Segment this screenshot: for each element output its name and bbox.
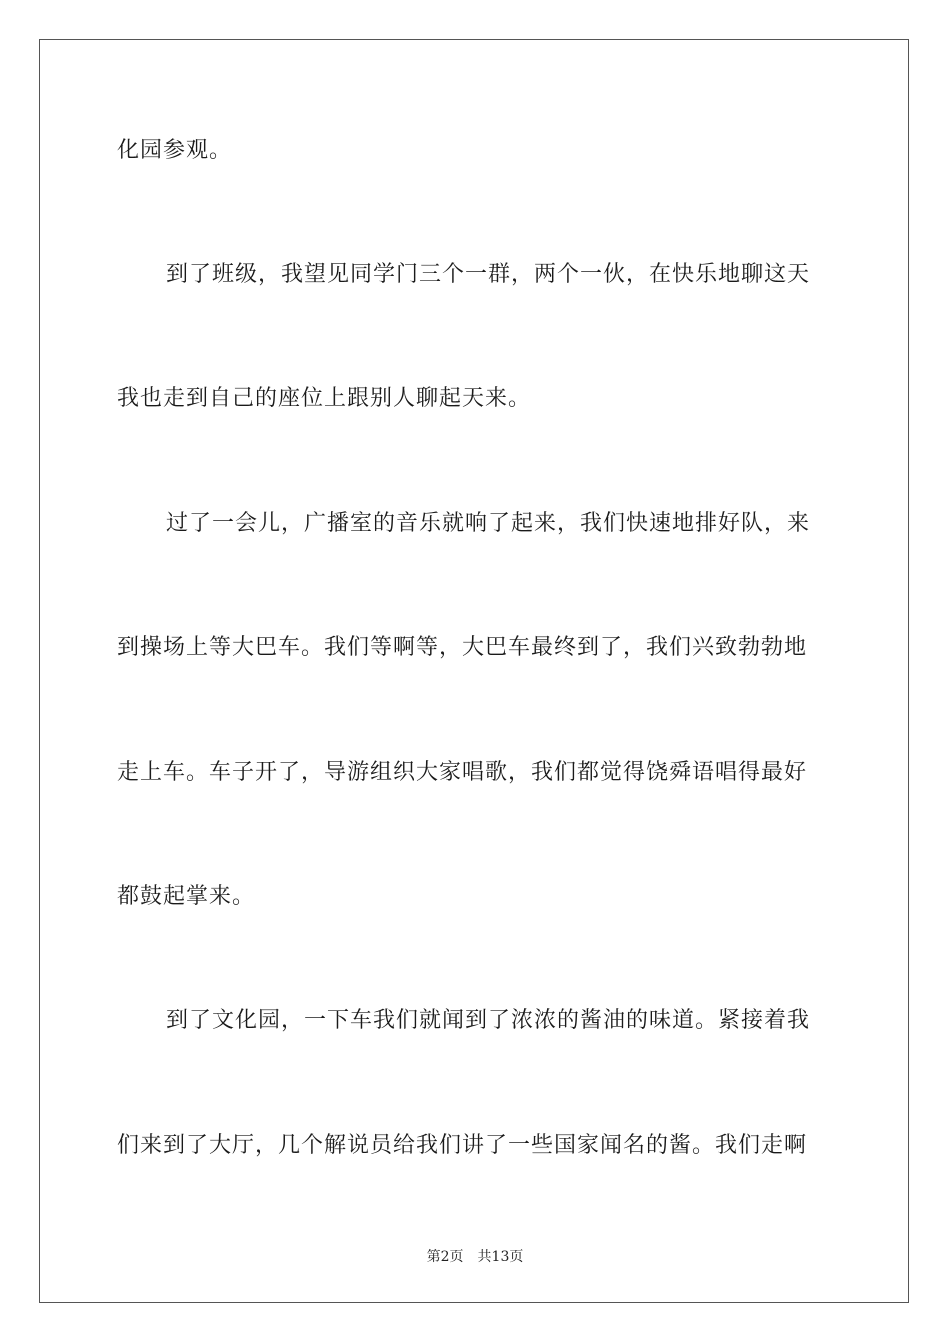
text-line-3: 我也走到自己的座位上跟别人聊起天来。 [117, 386, 532, 411]
text-line-1: 化园参观。 [117, 138, 233, 163]
text-line-7: 都鼓起掌来。 [117, 884, 256, 909]
text-line-4: 过了一会儿，广播室的音乐就响了起来，我们快速地排好队，来 [166, 511, 811, 536]
text-line-9: 们来到了大厅，几个解说员给我们讲了一些国家闻名的酱。我们走啊 [117, 1133, 808, 1158]
page-total: 共13页 [477, 1249, 524, 1265]
page-footer [0, 1248, 950, 1266]
text-line-8: 到了文化园，一下车我们就闻到了浓浓的酱油的味道。紧接着我 [166, 1008, 811, 1033]
page-border [39, 39, 909, 1303]
text-line-2: 到了班级，我望见同学门三个一群，两个一伙，在快乐地聊这天 [166, 262, 811, 287]
text-line-6: 走上车。车子开了，导游组织大家唱歌，我们都觉得饶舜语唱得最好 [117, 760, 808, 785]
page-number: 第2页 [426, 1249, 464, 1265]
text-line-5: 到操场上等大巴车。我们等啊等，大巴车最终到了，我们兴致勃勃地 [117, 635, 808, 660]
